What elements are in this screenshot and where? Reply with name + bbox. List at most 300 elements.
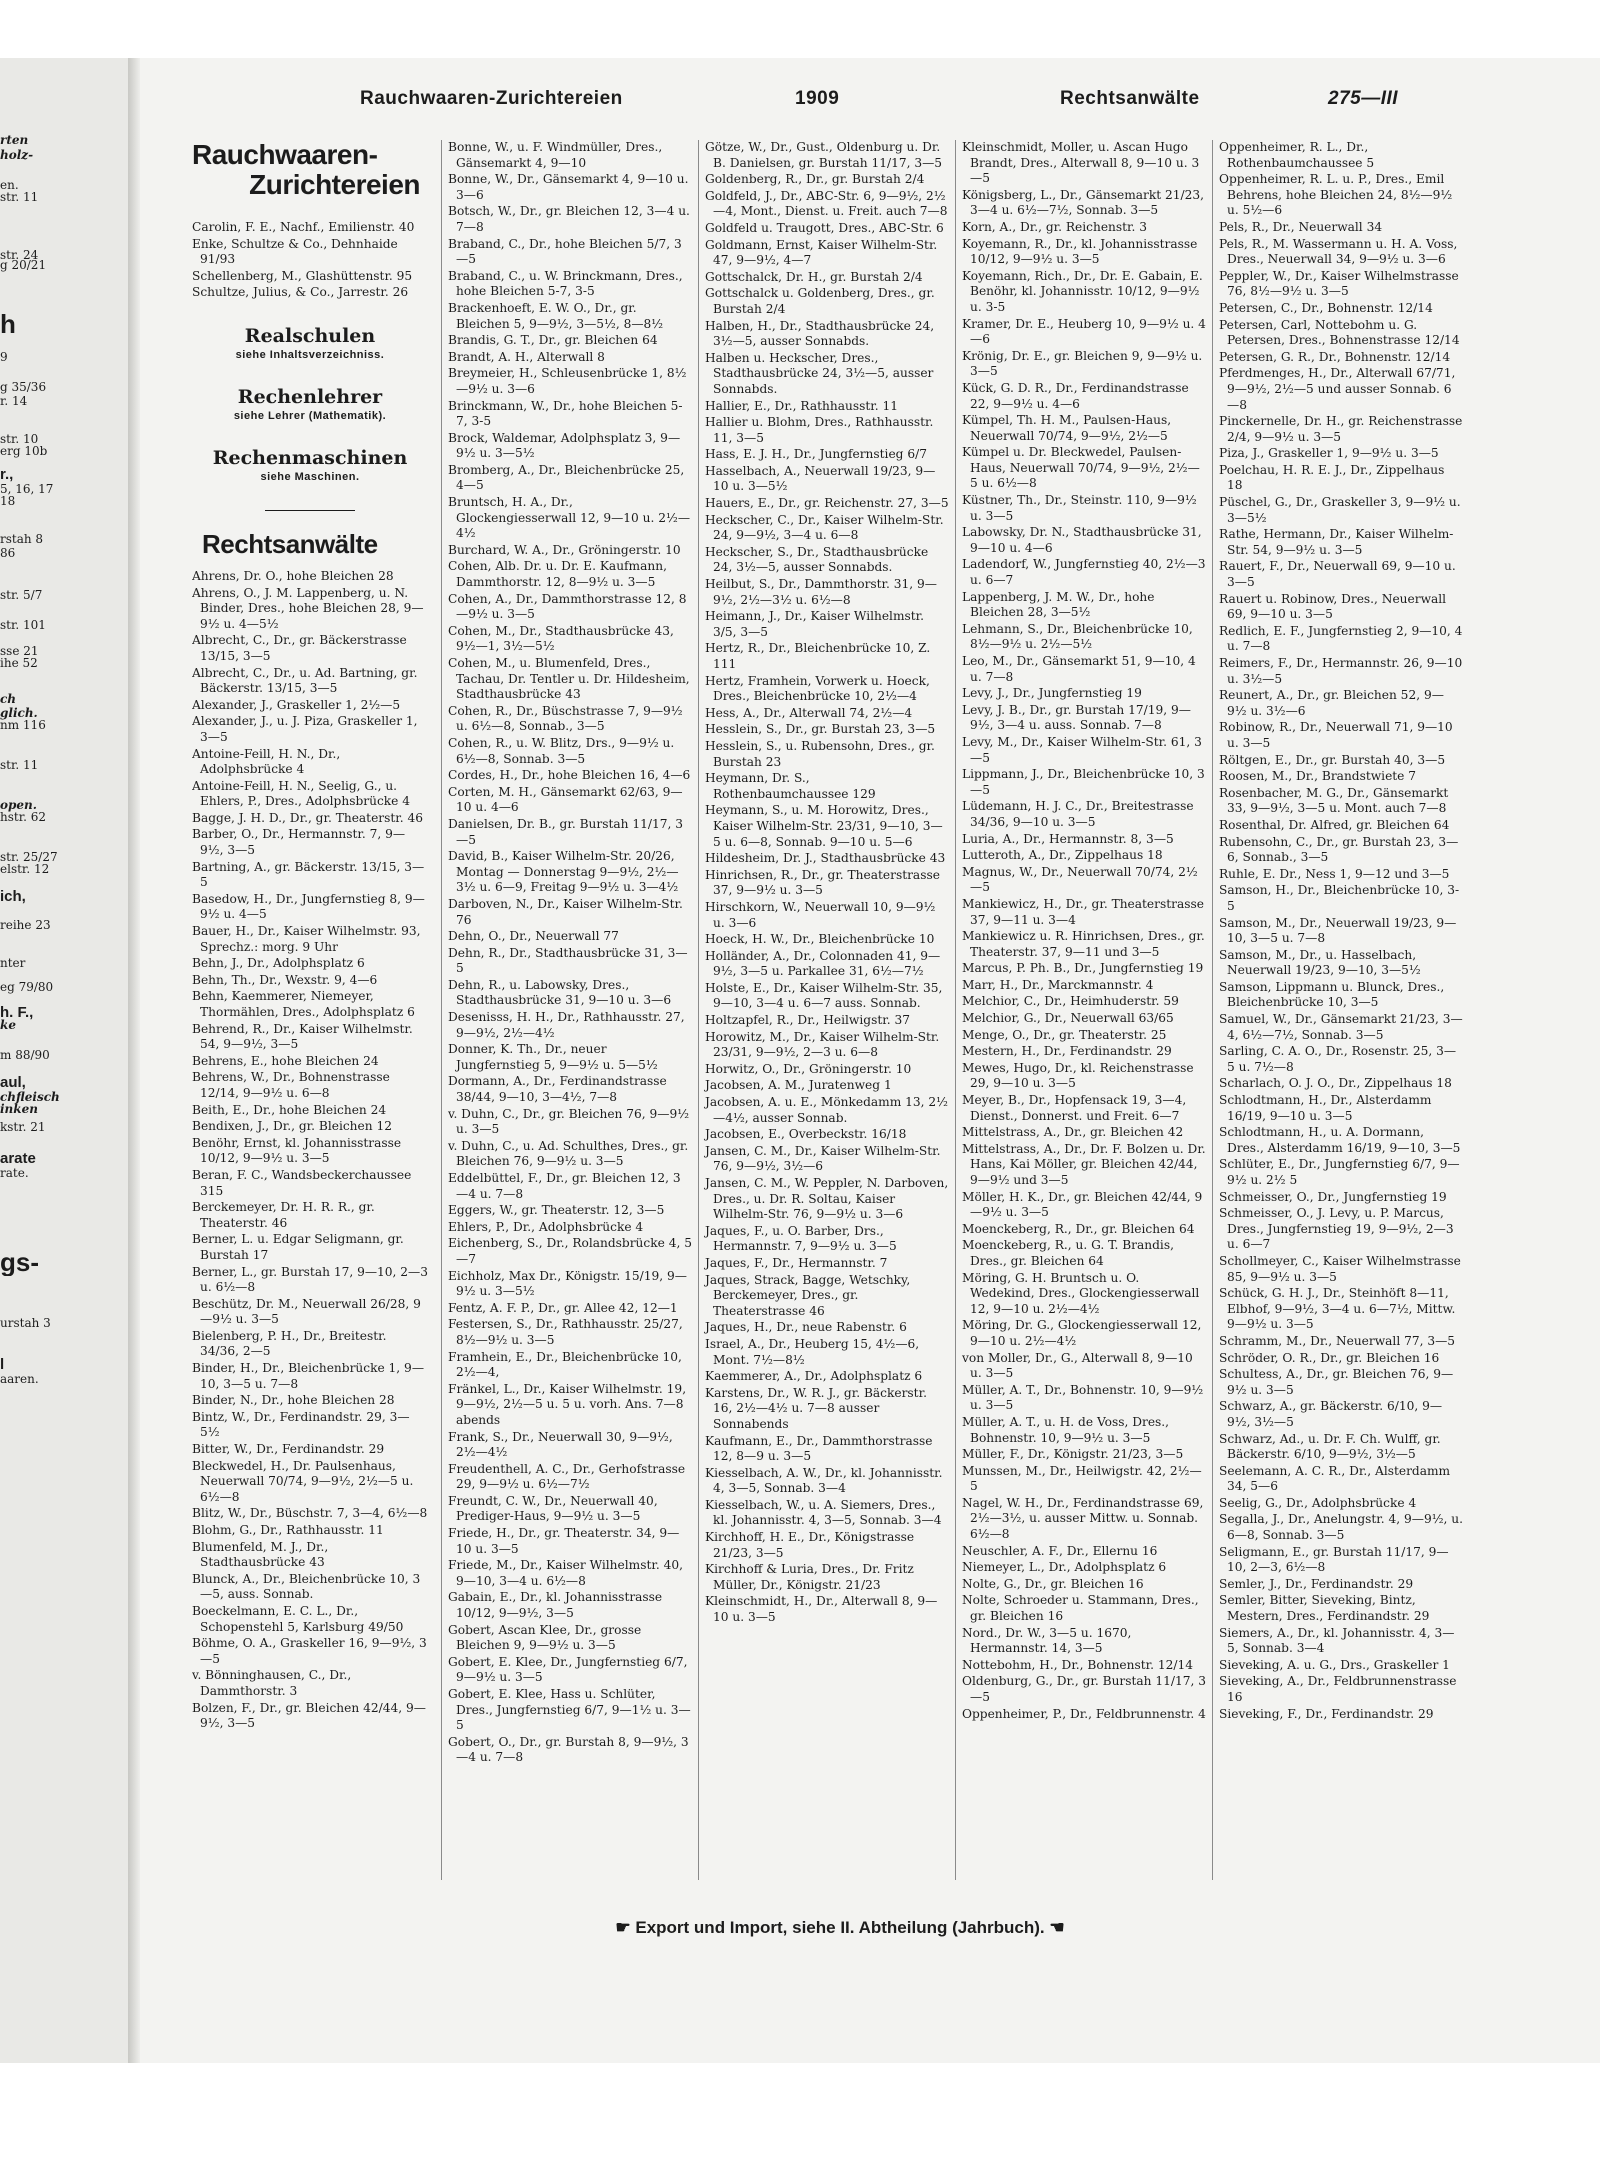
directory-entry: Mankiewicz u. R. Hinrichsen, Dres., gr. Theaterstr. 37, 9—11 und 3—5 <box>962 929 1205 959</box>
heading-realschulen: Realschulen <box>244 324 376 347</box>
directory-entry: Lutteroth, A., Dr., Zippelhaus 18 <box>962 848 1163 863</box>
edge-fragment: str. 101 <box>0 618 46 632</box>
directory-entry: Nord., Dr. W., 3—5 u. 1670, Hermannstr. 14, 3—5 <box>962 1625 1132 1656</box>
directory-entry: Gottschalck, Dr. H., gr. Burstah 2/4 <box>705 269 923 284</box>
edge-fragment: str. 24 <box>0 248 39 262</box>
directory-entry: Petersen, G. R., Dr., Bohnenstr. 12/14 <box>1219 349 1451 364</box>
previous-page-edge <box>0 58 131 2063</box>
directory-entry: Goldenberg, R., Dr., gr. Burstah 2/4 <box>705 172 925 187</box>
directory-entry: Goldfeld, J., Dr., ABC-Str. 6, 9—9½, 2½—4, Mont., Dienst. u. Freit. auch 7—8 <box>705 188 948 219</box>
directory-entry: Boeckelmann, E. C. L., Dr., Schopenstehl 5, Karlsburg 49/50 <box>192 1603 404 1634</box>
directory-entry: Möring, G. H. Bruntsch u. O. Wedekind, Dres., Glockengiesserwall 12, 9—10 u. 2½—4½ <box>962 1270 1200 1316</box>
directory-entry: v. Bönninghausen, C., Dr., Dammthorstr. 3 <box>192 1668 352 1698</box>
directory-entry: Hertz, R., Dr., Bleichenbrücke 10, Z. 111 <box>705 641 931 671</box>
edge-fragment: 9 <box>0 350 8 364</box>
directory-entry: Bielenberg, P. H., Dr., Breitestr. 34/36, 2—5 <box>192 1328 387 1359</box>
directory-entry: Müller, F., Dr., Königstr. 21/23, 3—5 <box>962 1447 1184 1462</box>
directory-entry: Möring, Dr. G., Glockengiesserwall 12, 9—10 u. 2½—4½ <box>962 1318 1202 1348</box>
directory-entry: Götze, W., Dr., Gust., Oldenburg u. Dr. B. Danielsen, gr. Burstah 11/17, 3—5 <box>705 140 943 170</box>
edge-fragment: 18 <box>0 494 16 508</box>
directory-entry: Ruhle, E. Dr., Ness 1, 9—12 und 3—5 <box>1219 866 1450 881</box>
directory-entry: Sarling, C. A. O., Dr., Rosenstr. 25, 3—5 u. 7½—8 <box>1219 1044 1457 1074</box>
directory-entry: Frank, S., Dr., Neuerwall 30, 9—9½, 2½—4½ <box>448 1429 673 1460</box>
directory-entry: Gottschalck u. Goldenberg, Dres., gr. Burstah 2/4 <box>705 286 935 316</box>
directory-entry: Behn, Th., Dr., Wexstr. 9, 4—6 <box>192 972 378 987</box>
directory-entry: Schollmeyer, C., Kaiser Wilhelmstrasse 85, 9—9½ u. 3—5 <box>1219 1253 1461 1284</box>
directory-entry: Behn, Kaemmerer, Niemeyer, Thormählen, Dres., Adolphsplatz 6 <box>192 989 415 1019</box>
directory-entry: Darboven, N., Dr., Kaiser Wilhelm-Str. 76 <box>448 896 683 927</box>
directory-entry: Hinrichsen, R., Dr., gr. Theaterstrasse 37, 9—9½ u. 3—5 <box>705 867 940 898</box>
directory-entry: Gobert, E. Klee, Hass u. Schlüter, Dres., Jungfernstieg 6/7, 9—1½ u. 3—5 <box>448 1687 691 1733</box>
directory-entry: Hesslein, S., Dr., gr. Burstah 23, 3—5 <box>705 722 936 737</box>
lawyer-list-1 <box>192 569 428 1732</box>
directory-entry: Eichenberg, S., Dr., Rolandsbrücke 4, 5—7 <box>448 1236 692 1266</box>
directory-entry: Heilbut, S., Dr., Dammthorstr. 31, 9—9½, 2½—3½ u. 6½—8 <box>705 577 937 607</box>
directory-entry: Koyemann, Rich., Dr., Dr. E. Gabain, E. Benöhr, kl. Johannisstr. 10/12, 9—9½ u. 3-5 <box>962 268 1203 314</box>
directory-entry: Koyemann, R., Dr., kl. Johannisstrasse 10/12, 9—9½ u. 3—5 <box>962 236 1198 267</box>
directory-entry: Samson, M., Dr., u. Hasselbach, Neuerwall 19/23, 9—10, 3—5½ <box>1219 947 1421 978</box>
directory-entry: Röltgen, E., Dr., gr. Burstah 40, 3—5 <box>1219 752 1446 767</box>
directory-entry: Jacobsen, E., Overbeckstr. 16/18 <box>705 1127 907 1142</box>
footer-note <box>460 1918 1220 1938</box>
directory-entry: Samuel, W., Dr., Gänsemarkt 21/23, 3—4, 6½—7½, Sonnab. 3—5 <box>1219 1012 1463 1042</box>
column-2 <box>441 140 692 1880</box>
directory-entry: Jansen, C. M., Dr., Kaiser Wilhelm-Str. 76, 9—9½, 3½—6 <box>705 1143 941 1174</box>
directory-entry: Cohen, R., u. W. Blitz, Drs., 9—9½ u. 6½—8, Sonnab. 3—5 <box>448 735 675 766</box>
directory-entry: Mittelstrass, A., Dr., gr. Bleichen 42 <box>962 1125 1184 1140</box>
directory-entry: Blunck, A., Dr., Bleichenbrücke 10, 3—5, auss. Sonnab. <box>192 1571 421 1602</box>
directory-entry: Gabain, E., Dr., kl. Johannisstrasse 10/12, 9—9½, 3—5 <box>448 1590 663 1621</box>
directory-entry: Hirschkorn, W., Neuerwall 10, 9—9½ u. 3—6 <box>705 899 936 930</box>
directory-entry: Berckemeyer, Dr. H. R. R., gr. Theaterstr. 46 <box>192 1200 375 1230</box>
directory-entry: Jansen, C. M., W. Peppler, N. Darboven, Dres., u. Dr. R. Soltau, Kaiser Wilhelm-Str. 76, 9—9½ u. 3—6 <box>705 1176 949 1222</box>
directory-entry: Böhme, O. A., Graskeller 16, 9—9½, 3—5 <box>192 1636 427 1666</box>
directory-entry: Möller, H. K., Dr., gr. Bleichen 42/44, 9—9½ u. 3—5 <box>962 1189 1203 1220</box>
directory-entry: Bonne, W., Dr., Gänsemarkt 4, 9—10 u. 3—6 <box>448 172 689 202</box>
directory-entry: Goldmann, Ernst, Kaiser Wilhelm-Str. 47, 9—9½, 4—7 <box>705 237 938 268</box>
directory-entry: Hildesheim, Dr. J., Stadthausbrücke 43 <box>705 851 946 866</box>
edge-fragment: holz- <box>0 148 34 162</box>
directory-entry: Freundt, C. W., Dr., Neuerwall 40, Prediger-Haus, 9—9½ u. 3—5 <box>448 1493 658 1524</box>
directory-entry: Gobert, Ascan Klee, Dr., grosse Bleichen 9, 9—9½ u. 3—5 <box>448 1622 642 1653</box>
edge-fragment: inken <box>0 1102 38 1116</box>
directory-entry: Kleinschmidt, Moller, u. Ascan Hugo Brandt, Dres., Alterwall 8, 9—10 u. 3—5 <box>962 140 1200 186</box>
directory-entry: Bendixen, J., Dr., gr. Bleichen 12 <box>192 1119 392 1134</box>
directory-entry: Friede, H., Dr., gr. Theaterstr. 34, 9—10 u. 3—5 <box>448 1526 680 1556</box>
directory-entry: Jacobsen, A. M., Juratenweg 1 <box>705 1078 892 1093</box>
directory-entry: Rosenthal, Dr. Alfred, gr. Bleichen 64 <box>1219 817 1450 832</box>
directory-entry: Brandis, G. T., Dr., gr. Bleichen 64 <box>448 333 658 348</box>
directory-entry: Kümpel u. Dr. Bleckwedel, Paulsen-Haus, Neuerwall 70/74, 9—9½, 2½—5 u. 6½—8 <box>962 445 1200 491</box>
edge-fragment: kstr. 21 <box>0 1120 46 1134</box>
directory-entry: Schmeisser, O., J. Levy, u. P. Marcus, Dres., Jungfernstieg 19, 9—9½, 2—3 u. 6—7 <box>1219 1206 1454 1252</box>
directory-entry: Seelemann, A. C. R., Dr., Alsterdamm 34, 5—6 <box>1219 1463 1451 1494</box>
column-4 <box>955 140 1206 1880</box>
directory-entry: Eichholz, Max Dr., Königstr. 15/19, 9—9½ u. 3—5½ <box>448 1268 687 1299</box>
directory-entry: Hesslein, S., u. Rubensohn, Dres., gr. Burstah 23 <box>705 738 935 769</box>
directory-entry: Cohen, A., Dr., Dammthorstrasse 12, 8—9½ u. 3—5 <box>448 591 687 622</box>
directory-entry: Müller, A. T., Dr., Bohnenstr. 10, 9—9½ u. 3—5 <box>962 1382 1204 1413</box>
directory-entry: Jacobsen, A. u. E., Mönkedamm 13, 2½—4½, ausser Sonnab. <box>705 1095 948 1125</box>
directory-entry: Oldenburg, G., Dr., gr. Burstah 11/17, 3—5 <box>962 1674 1206 1704</box>
directory-entry: Kümpel, Th. H. M., Paulsen-Haus, Neuerwall 70/74, 9—9½, 2½—5 <box>962 413 1172 443</box>
directory-entry: Festersen, S., Dr., Rathhausstr. 25/27, 8½—9½ u. 3—5 <box>448 1317 683 1347</box>
directory-entry: Poelchau, H. R. E. J., Dr., Zippelhaus 18 <box>1219 462 1445 493</box>
directory-entry: Kirchhoff & Luria, Dres., Dr. Fritz Müller, Dr., Königstr. 21/23 <box>705 1562 914 1592</box>
column-1 <box>192 140 428 1880</box>
directory-entry: Schellenberg, M., Glashüttenstr. 95 <box>192 268 413 283</box>
directory-entry: Luria, A., Dr., Hermannstr. 8, 3—5 <box>962 831 1174 846</box>
directory-entry: Küstner, Th., Dr., Steinstr. 110, 9—9½ u. 3—5 <box>962 493 1197 523</box>
edge-fragment: str. 5/7 <box>0 588 43 602</box>
directory-entry: Horowitz, M., Dr., Kaiser Wilhelm-Str. 23/31, 9—9½, 2—3 u. 6—8 <box>705 1029 940 1060</box>
edge-fragment: aaren. <box>0 1372 39 1386</box>
directory-entry: Binder, N., Dr., hohe Bleichen 28 <box>192 1393 395 1408</box>
directory-entry: Jaques, F., u. O. Barber, Drs., Hermannstr. 7, 9—9½ u. 3—5 <box>705 1223 897 1254</box>
directory-entry: Bauer, H., Dr., Kaiser Wilhelmstr. 93, Sprechz.: morg. 9 Uhr <box>192 924 421 954</box>
directory-entry: Rauert, F., Dr., Neuerwall 69, 9—10 u. 3—5 <box>1219 559 1456 590</box>
page-number: 275—III <box>1328 88 1399 109</box>
directory-entry: Semler, Bitter, Sieveking, Bintz, Mestern, Dres., Ferdinandstr. 29 <box>1219 1593 1430 1624</box>
directory-entry: Bolzen, F., Dr., gr. Bleichen 42/44, 9—9½, 3—5 <box>192 1700 426 1731</box>
directory-entry: Bleckwedel, H., Dr. Paulsenhaus, Neuerwall 70/74, 9—9½, 2½—5 u. 6½—8 <box>192 1458 414 1504</box>
directory-entry: Brinckmann, W., Dr., hohe Bleichen 5-7, 3-5 <box>448 398 683 429</box>
directory-entry: Eddelbüttel, F., Dr., gr. Bleichen 12, 3—4 u. 7—8 <box>448 1171 681 1201</box>
column-3 <box>698 140 949 1880</box>
directory-entry: Framhein, E., Dr., Bleichenbrücke 10, 2½—4, <box>448 1349 682 1380</box>
edge-fragment: urstah 3 <box>0 1316 51 1330</box>
directory-entry: David, B., Kaiser Wilhelm-Str. 20/26, Montag — Donnerstag 9—9½, 2½—3½ u. 6—9, Freitag 9—9½ u. 3—4½ <box>448 849 679 895</box>
directory-entry: Pinckernelle, Dr. H., gr. Reichenstrasse 2/4, 9—9½ u. 3—5 <box>1219 414 1463 444</box>
directory-entry: Donner, K. Th., Dr., neuer Jungfernstieg 5, 9—9½ u. 5—5½ <box>448 1042 658 1072</box>
directory-entry: Scharlach, O. J. O., Dr., Zippelhaus 18 <box>1219 1076 1452 1091</box>
directory-entry: Melchior, C., Dr., Heimhuderstr. 59 <box>962 994 1179 1009</box>
directory-entry: Schmeisser, O., Dr., Jungfernstieg 19 <box>1219 1189 1447 1204</box>
directory-entry: Levy, J., Dr., Jungfernstieg 19 <box>962 686 1142 701</box>
directory-entry: Goldfeld u. Traugott, Dres., ABC-Str. 6 <box>705 220 944 235</box>
rauchwaaren-list <box>192 220 428 301</box>
directory-entry: Alexander, J., u. J. Piza, Graskeller 1, 3—5 <box>192 714 418 744</box>
directory-entry: Lehmann, S., Dr., Bleichenbrücke 10, 8½—9½ u. 2½—5½ <box>962 621 1193 652</box>
directory-entry: Breymeier, H., Schleusenbrücke 1, 8½—9½ u. 3—6 <box>448 366 687 396</box>
directory-entry: Braband, C., Dr., hohe Bleichen 5/7, 3—5 <box>448 236 682 267</box>
section-title-rauchwaaren: Rauchwaaren- <box>192 140 378 170</box>
directory-entry: Nolte, G., Dr., gr. Bleichen 16 <box>962 1576 1144 1591</box>
directory-entry: Blitz, W., Dr., Büschstr. 7, 3—4, 6½—8 <box>192 1506 428 1521</box>
section-divider <box>265 510 355 511</box>
directory-entry: Beschütz, Dr. M., Neuerwall 26/28, 9—9½ u. 3—5 <box>192 1296 421 1327</box>
directory-entry: Holtzapfel, R., Dr., Heilwigstr. 37 <box>705 1013 910 1028</box>
directory-entry: Marcus, P. Ph. B., Dr., Jungfernstieg 19 <box>962 961 1204 976</box>
directory-entry: Oppenheimer, R. L. u. P., Dres., Emil Behrens, hohe Bleichen 24, 8½—9½ u. 5½—6 <box>1219 172 1453 218</box>
directory-entry: Bonne, W., u. F. Windmüller, Dres., Gänsemarkt 4, 9—10 <box>448 140 663 170</box>
directory-entry: Horwitz, O., Dr., Gröningerstr. 10 <box>705 1061 912 1076</box>
running-header <box>360 88 1490 116</box>
directory-entry: Pferdmenges, H., Dr., Alterwall 67/71, 9—9½, 2½—5 und ausser Sonnab. 6—8 <box>1219 366 1456 412</box>
directory-entry: Petersen, Carl, Nottebohm u. G. Petersen, Dres., Bohnenstrasse 12/14 <box>1219 317 1460 348</box>
directory-entry: Corten, M. H., Gänsemarkt 62/63, 9—10 u. 4—6 <box>448 784 683 815</box>
edge-fragment: sse 21 <box>0 644 39 658</box>
edge-fragment: rate. <box>0 1166 29 1180</box>
edge-fragment: nm 116 <box>0 718 46 732</box>
directory-entry: Heckscher, S., Dr., Stadthausbrücke 24, 3½—5, ausser Sonnabds. <box>705 544 929 575</box>
directory-entry: Brandt, A. H., Alterwall 8 <box>448 349 605 364</box>
edge-fragment: eg 79/80 <box>0 980 54 994</box>
edge-fragment: 86 <box>0 546 16 560</box>
directory-entry: Berner, L., gr. Burstah 17, 9—10, 2—3 u. 6½—8 <box>192 1264 428 1295</box>
directory-entry: Berner, L. u. Edgar Seligmann, gr. Burstah 17 <box>192 1232 404 1262</box>
pointing-hand-left-icon: ☚ <box>1049 1918 1065 1937</box>
edge-fragment: rstah 8 <box>0 532 44 546</box>
directory-entry: Hoeck, H. W., Dr., Bleichenbrücke 10 <box>705 932 935 947</box>
directory-entry: Albrecht, C., Dr., gr. Bäckerstrasse 13/15, 3—5 <box>192 633 407 663</box>
directory-entry: Korn, A., Dr., gr. Reichenstr. 3 <box>962 219 1148 234</box>
directory-entry: Schwarz, A., gr. Bäckerstr. 6/10, 9—9½, 3½—5 <box>1219 1399 1443 1429</box>
directory-entry: Alexander, J., Graskeller 1, 2½—5 <box>192 697 401 712</box>
edge-fragment: en. <box>0 178 19 192</box>
directory-entry: Melchior, G., Dr., Neuerwall 63/65 <box>962 1011 1174 1026</box>
directory-entry: Leo, M., Dr., Gänsemarkt 51, 9—10, 4 u. 7—8 <box>962 654 1196 684</box>
directory-entry: Lappenberg, J. M. W., Dr., hohe Bleichen 28, 3—5½ <box>962 589 1155 620</box>
directory-entry: Holländer, A., Dr., Colonnaden 41, 9—9½, 3—5 u. Parkallee 31, 6½—7½ <box>705 948 941 979</box>
directory-entry: Kaufmann, E., Dr., Dammthorstrasse 12, 8—9 u. 3—5 <box>705 1433 933 1464</box>
directory-entry: Schultess, A., Dr., gr. Bleichen 76, 9—9½ u. 3—5 <box>1219 1367 1454 1397</box>
directory-entry: Segalla, J., Dr., Anelungstr. 4, 9—9½, u. 6—8, Sonnab. 3—5 <box>1219 1512 1463 1543</box>
edge-fragment: ch <box>0 692 17 706</box>
directory-entry: Eggers, W., gr. Theaterstr. 12, 3—5 <box>448 1203 665 1218</box>
directory-entry: Dehn, R., Dr., Stadthausbrücke 31, 3—5 <box>448 945 688 976</box>
directory-entry: Magnus, W., Dr., Neuerwall 70/74, 2½—5 <box>962 864 1198 895</box>
footer-text: Export und Import, siehe II. Abtheilung (Jahrbuch). <box>635 1918 1045 1937</box>
binding-gutter <box>128 58 140 2063</box>
directory-entry: Beith, E., Dr., hohe Bleichen 24 <box>192 1102 387 1117</box>
directory-entry: Bruntsch, H. A., Dr., Glockengiesserwall 12, 9—10 u. 2½—4½ <box>448 495 691 541</box>
edge-fragment: r., <box>0 468 14 482</box>
directory-entry: Basedow, H., Dr., Jungfernstieg 8, 9—9½ u. 4—5 <box>192 891 425 922</box>
directory-entry: Nottebohm, H., Dr., Bohnenstr. 12/14 <box>962 1657 1193 1672</box>
edge-fragment: g 20/21 <box>0 258 47 272</box>
directory-entry: Petersen, C., Dr., Bohnenstr. 12/14 <box>1219 300 1433 315</box>
directory-entry: Israel, A., Dr., Heuberg 15, 4½—6, Mont. 7½—8½ <box>705 1336 920 1367</box>
edge-fragment: gs- <box>0 1248 39 1276</box>
directory-entry: Fentz, A. F. P., Dr., gr. Allee 42, 12—1 <box>448 1300 678 1315</box>
directory-entry: Seligmann, E., gr. Burstah 11/17, 9—10, 2—3, 6½—8 <box>1219 1544 1449 1575</box>
directory-entry: Sieveking, F., Dr., Ferdinandstr. 29 <box>1219 1706 1434 1721</box>
heading-rechenmaschinen: Rechenmaschinen <box>212 446 408 469</box>
directory-entry: Ladendorf, W., Jungfernstieg 40, 2½—3 u. 6—7 <box>962 557 1206 588</box>
directory-entry: Gobert, O., Dr., gr. Burstah 8, 9—9½, 3—4 u. 7—8 <box>448 1734 689 1765</box>
directory-entry: Samson, Lippmann u. Blunck, Dres., Bleichenbrücke 10, 3—5 <box>1219 979 1445 1010</box>
directory-entry: Sieveking, A., Dr., Feldbrunnenstrasse 16 <box>1219 1674 1457 1704</box>
edge-fragment: nter <box>0 956 26 970</box>
directory-entry: Burchard, W. A., Dr., Gröningerstr. 10 <box>448 542 681 557</box>
directory-entry: Ahrens, O., J. M. Lappenberg, u. N. Binder, Dres., hohe Bleichen 28, 9—9½ u. 4—5½ <box>192 585 424 631</box>
directory-entry: Marr, H., Dr., Marckmannstr. 4 <box>962 977 1154 992</box>
directory-entry: Redlich, E. F., Jungfernstieg 2, 9—10, 4 u. 7—8 <box>1219 623 1463 654</box>
edge-fragment: ke <box>0 1018 16 1032</box>
directory-entry: Danielsen, Dr. B., gr. Burstah 11/17, 3—5 <box>448 816 683 847</box>
directory-entry: Jaques, F., Dr., Hermannstr. 7 <box>705 1255 888 1270</box>
section-title-zurichtereien: Zurichtereien <box>249 169 420 200</box>
heading-rechenlehrer: Rechenlehrer <box>237 385 383 408</box>
directory-entry: Sieveking, A. u. G., Drs., Graskeller 1 <box>1219 1657 1450 1672</box>
edge-fragment: r. 14 <box>0 394 28 408</box>
directory-entry: Krönig, Dr. E., gr. Bleichen 9, 9—9½ u. 3—5 <box>962 348 1203 379</box>
directory-entry: Bromberg, A., Dr., Bleichenbrücke 25, 4—5 <box>448 462 685 493</box>
lawyer-list-5 <box>1219 140 1463 1722</box>
edge-fragment: glich. <box>0 706 38 720</box>
directory-entry: Pels, R., M. Wassermann u. H. A. Voss, Dres., Neuerwall 34, 9—9½ u. 3—6 <box>1219 236 1458 267</box>
directory-entry: Bitter, W., Dr., Ferdinandstr. 29 <box>192 1442 385 1457</box>
directory-entry: Rauert u. Robinow, Dres., Neuerwall 69, 9—10 u. 3—5 <box>1219 591 1447 622</box>
edge-fragment: aul, <box>0 1076 26 1090</box>
lawyer-list-4 <box>962 140 1206 1722</box>
directory-entry: Samson, H., Dr., Bleichenbrücke 10, 3-5 <box>1219 883 1460 913</box>
pointing-hand-right-icon: ☛ <box>615 1918 631 1937</box>
directory-entry: Cohen, R., Dr., Büschstrasse 7, 9—9½ u. 6½—8, Sonnab., 3—5 <box>448 703 683 734</box>
directory-entry: Rathe, Hermann, Dr., Kaiser Wilhelm-Str. 54, 9—9½ u. 3—5 <box>1219 527 1454 557</box>
directory-entry: Behrens, W., Dr., Bohnenstrasse 12/14, 9—9½ u. 6—8 <box>192 1070 390 1100</box>
directory-entry: v. Duhn, C., Dr., gr. Bleichen 76, 9—9½ u. 3—5 <box>448 1106 690 1137</box>
directory-entry: Robinow, R., Dr., Neuerwall 71, 9—10 u. 3—5 <box>1219 720 1453 750</box>
directory-entry: Rosenbacher, M. G., Dr., Gänsemarkt 33, 9—9½, 3—5 u. Mont. auch 7—8 <box>1219 785 1449 816</box>
edge-fragment: erg 10b <box>0 444 48 458</box>
directory-entry: Jaques, H., Dr., neue Rabenstr. 6 <box>705 1320 907 1335</box>
lawyer-list-3 <box>705 140 949 1626</box>
directory-entry: v. Duhn, C., u. Ad. Schulthes, Dres., gr. Bleichen 76, 9—9½ u. 3—5 <box>448 1138 689 1169</box>
directory-entry: Fränkel, L., Dr., Kaiser Wilhelmstr. 19, 9—9½, 2½—5 u. 5 u. vorh. Ans. 7—8 abends <box>448 1381 687 1427</box>
directory-entry: Roosen, M., Dr., Brandstwiete 7 <box>1219 769 1417 784</box>
note-rechenlehrer: siehe Lehrer (Mathematik). <box>233 409 387 422</box>
directory-entry: Benöhr, Ernst, kl. Johannisstrasse 10/12, 9—9½ u. 3—5 <box>192 1135 402 1166</box>
directory-entry: Müller, A. T., u. H. de Voss, Dres., Bohnenstr. 10, 9—9½ u. 3—5 <box>962 1414 1170 1445</box>
directory-entry: Nolte, Schroeder u. Stammann, Dres., gr. Bleichen 16 <box>962 1593 1199 1624</box>
directory-entry: Kück, G. D. R., Dr., Ferdinandstrasse 22, 9—9½ u. 4—6 <box>962 380 1189 411</box>
directory-entry: Freudenthell, A. C., Dr., Gerhofstrasse 29, 9—9½ u. 6½—7½ <box>448 1461 686 1492</box>
lawyer-list-2 <box>448 140 692 1766</box>
directory-entry: Bintz, W., Dr., Ferdinandstr. 29, 3—5½ <box>192 1409 410 1440</box>
directory-entry: Levy, J. B., Dr., gr. Burstah 17/19, 9—9½, 3—4 u. auss. Sonnab. 7—8 <box>962 702 1191 733</box>
directory-entry: Hasselbach, A., Neuerwall 19/23, 9—10 u. 3—5½ <box>705 463 936 494</box>
directory-entry: Moenckeberg, R., Dr., gr. Bleichen 64 <box>962 1221 1195 1236</box>
directory-entry: Munssen, M., Dr., Heilwigstr. 42, 2½—5 <box>962 1463 1202 1494</box>
directory-entry: Seelig, G., Dr., Adolphsbrücke 4 <box>1219 1495 1417 1510</box>
directory-entry: Cohen, M., u. Blumenfeld, Dres., Tachau, Dr. Tentler u. Dr. Hildesheim, Stadthausbrücke 43 <box>448 656 690 702</box>
directory-entry: Cohen, Alb. Dr. u. Dr. E. Kaufmann, Dammthorstr. 12, 8—9½ u. 3—5 <box>448 559 667 590</box>
directory-entry: Halben u. Heckscher, Dres., Stadthausbrücke 24, 3½—5, ausser Sonnabds. <box>705 350 934 396</box>
edge-fragment: hstr. 62 <box>0 810 47 824</box>
directory-entry: Schück, G. H. J., Dr., Steinhöft 8—11, Elbhof, 9—9½, 3—4 u. 6—7½, Mittw. 9—9½ u. 3—5 <box>1219 1286 1456 1332</box>
edge-fragment: h <box>0 310 16 338</box>
directory-entry: Schlüter, E., Dr., Jungfernstieg 6/7, 9—9½ u. 2½ 5 <box>1219 1157 1460 1187</box>
header-section-title: Rauchwaaren-Zurichtereien <box>360 88 623 109</box>
directory-entry: Dormann, A., Dr., Ferdinandstrasse 38/44, 9—10, 3—4½, 7—8 <box>448 1074 667 1105</box>
directory-entry: Labowsky, Dr. N., Stadthausbrücke 31, 9—10 u. 4—6 <box>962 525 1202 555</box>
directory-entry: Enke, Schultze & Co., Dehnhaide 91/93 <box>192 236 398 267</box>
directory-entry: Albrecht, C., Dr., u. Ad. Bartning, gr. Bäckerstr. 13/15, 3—5 <box>192 665 418 696</box>
directory-entry: Peppler, W., Dr., Kaiser Wilhelmstrasse 76, 8½—9½ u. 3—5 <box>1219 268 1459 299</box>
note-rechenmaschinen: siehe Maschinen. <box>260 470 360 483</box>
edge-fragment: chfleisch <box>0 1090 60 1104</box>
directory-entry: Püschel, G., Dr., Graskeller 3, 9—9½ u. 3—5½ <box>1219 495 1461 525</box>
directory-entry: Botsch, W., Dr., gr. Bleichen 12, 3—4 u. 7—8 <box>448 204 690 234</box>
directory-entry: Binder, H., Dr., Bleichenbrücke 1, 9—10, 3—5 u. 7—8 <box>192 1361 425 1391</box>
directory-entry: Schlodtmann, H., Dr., Alsterdamm 16/19, 9—10 u. 3—5 <box>1219 1093 1432 1123</box>
directory-entry: Siemers, A., Dr., kl. Johannisstr. 4, 3—5, Sonnab. 3—4 <box>1219 1625 1455 1656</box>
directory-entry: Lüdemann, H. J. C., Dr., Breitestrasse 34/36, 9—10 u. 3—5 <box>962 799 1194 829</box>
directory-entry: Kleinschmidt, H., Dr., Alterwall 8, 9—10 u. 3—5 <box>705 1594 938 1625</box>
directory-entry: Niemeyer, L., Dr., Adolphsplatz 6 <box>962 1560 1167 1575</box>
directory-entry: Reimers, F., Dr., Hermannstr. 26, 9—10 u. 3½—5 <box>1219 656 1463 686</box>
directory-entry: Menge, O., Dr., gr. Theaterstr. 25 <box>962 1027 1167 1042</box>
directory-entry: Bagge, J. H. D., Dr., gr. Theaterstr. 46 <box>192 810 424 825</box>
edge-fragment: ihe 52 <box>0 656 38 670</box>
directory-entry: Dehn, O., Dr., Neuerwall 77 <box>448 929 619 944</box>
directory-entry: Behrend, R., Dr., Kaiser Wilhelmstr. 54, 9—9½, 3—5 <box>192 1021 413 1052</box>
header-year: 1909 <box>795 88 840 109</box>
edge-fragment: reihe 23 <box>0 918 51 932</box>
edge-fragment: 5, 16, 17 <box>0 482 54 496</box>
directory-entry: Oppenheimer, P., Dr., Feldbrunnenstr. 4 <box>962 1706 1206 1721</box>
edge-fragment: m 88/90 <box>0 1048 50 1062</box>
directory-entry: Schramm, M., Dr., Neuerwall 77, 3—5 <box>1219 1333 1456 1348</box>
directory-entry: Brackenhoeft, E. W. O., Dr., gr. Bleichen 5, 9—9½, 3—5½, 8—8½ <box>448 300 664 331</box>
directory-entry: Nagel, W. H., Dr., Ferdinandstrasse 69, 2½—3½, u. ausser Mittw. u. Sonnab. 6½—8 <box>962 1495 1204 1542</box>
directory-entry: Bartning, A., gr. Bäckerstr. 13/15, 3—5 <box>192 859 425 890</box>
directory-entry: Gobert, E. Klee, Dr., Jungfernstieg 6/7, 9—9½ u. 3—5 <box>448 1654 688 1685</box>
directory-entry: Reunert, A., Dr., gr. Bleichen 52, 9—9½ u. 3½—6 <box>1219 688 1444 718</box>
directory-entry: Beran, F. C., Wandsbeckerchaussee 315 <box>192 1167 412 1198</box>
directory-entry: Cohen, M., Dr., Stadthausbrücke 43, 9½—1, 3½—5½ <box>448 623 674 654</box>
directory-entry: Moenckeberg, R., u. G. T. Brandis, Dres., gr. Bleichen 64 <box>962 1238 1174 1268</box>
directory-entry: Hertz, Framhein, Vorwerk u. Hoeck, Dres., Bleichenbrücke 10, 2½—4 <box>705 673 930 704</box>
directory-entry: Hass, E. J. H., Dr., Jungfernstieg 6/7 <box>705 447 927 462</box>
header-category: Rechtsanwälte <box>1060 88 1200 109</box>
directory-entry: Schultze, Julius, & Co., Jarrestr. 26 <box>192 285 409 300</box>
directory-entry: Barber, O., Dr., Hermannstr. 7, 9—9½, 3—5 <box>192 827 406 858</box>
edge-fragment: str. 25/27 <box>0 850 58 864</box>
directory-entry: Königsberg, L., Dr., Gänsemarkt 21/23, 3—4 u. 6½—7½, Sonnab. 3—5 <box>962 187 1205 218</box>
edge-fragment: elstr. 12 <box>0 862 50 876</box>
directory-entry: Oppenheimer, R. L., Dr., Rothenbaumchaussee 5 <box>1219 140 1375 170</box>
column-5 <box>1212 140 1463 1880</box>
directory-entry: Schröder, O. R., Dr., gr. Bleichen 16 <box>1219 1350 1440 1365</box>
edge-fragment: str. 10 <box>0 432 39 446</box>
directory-entry: Kramer, Dr. E., Heuberg 10, 9—9½ u. 4—6 <box>962 316 1206 347</box>
heading-rechtsanwaelte: Rechtsanwälte <box>202 528 378 559</box>
edge-fragment: str. 11 <box>0 190 39 204</box>
directory-entry: Behrens, E., hohe Bleichen 24 <box>192 1053 379 1068</box>
directory-entry: Blumenfeld, M. J., Dr., Stadthausbrücke 43 <box>192 1539 329 1570</box>
edge-fragment: arate <box>0 1152 36 1166</box>
directory-entry: Ahrens, Dr. O., hohe Bleichen 28 <box>192 568 394 583</box>
directory-entry: Heimann, J., Dr., Kaiser Wilhelmstr. 3/5, 3—5 <box>705 609 925 639</box>
directory-entry: Brock, Waldemar, Adolphsplatz 3, 9—9½ u. 3—5½ <box>448 430 681 461</box>
directory-entry: Holste, E., Dr., Kaiser Wilhelm-Str. 35, 9—10, 3—4 u. 6—7 auss. Sonnab. <box>705 980 943 1011</box>
directory-entry: Schlodtmann, H., u. A. Dormann, Dres., Alsterdamm 16/19, 9—10, 3—5 <box>1219 1125 1461 1155</box>
directory-entry: Ehlers, P., Dr., Adolphsbrücke 4 <box>448 1219 644 1234</box>
directory-entry: Levy, M., Dr., Kaiser Wilhelm-Str. 61, 3—5 <box>962 734 1202 765</box>
directory-entry: Hallier, E., Dr., Rathhausstr. 11 <box>705 398 899 413</box>
directory-entry: Semler, J., Dr., Ferdinandstr. 29 <box>1219 1576 1414 1591</box>
directory-entry: Halben, H., Dr., Stadthausbrücke 24, 3½—5, ausser Sonnabds. <box>705 318 935 349</box>
directory-entry: Heymann, S., u. M. Horowitz, Dres., Kaiser Wilhelm-Str. 23/31, 9—10, 3—5 u. 6—8, Sonnab. 9—10 u. 5—6 <box>705 803 943 849</box>
directory-entry: Cordes, H., Dr., hohe Bleichen 16, 4—6 <box>448 768 691 783</box>
directory-entry: Braband, C., u. W. Brinckmann, Dres., hohe Bleichen 5-7, 3-5 <box>448 268 683 299</box>
edge-fragment: h. F., <box>0 1006 34 1020</box>
directory-entry: Kaemmerer, A., Dr., Adolphsplatz 6 <box>705 1369 923 1384</box>
directory-entry: Behn, J., Dr., Adolphsplatz 6 <box>192 956 365 971</box>
